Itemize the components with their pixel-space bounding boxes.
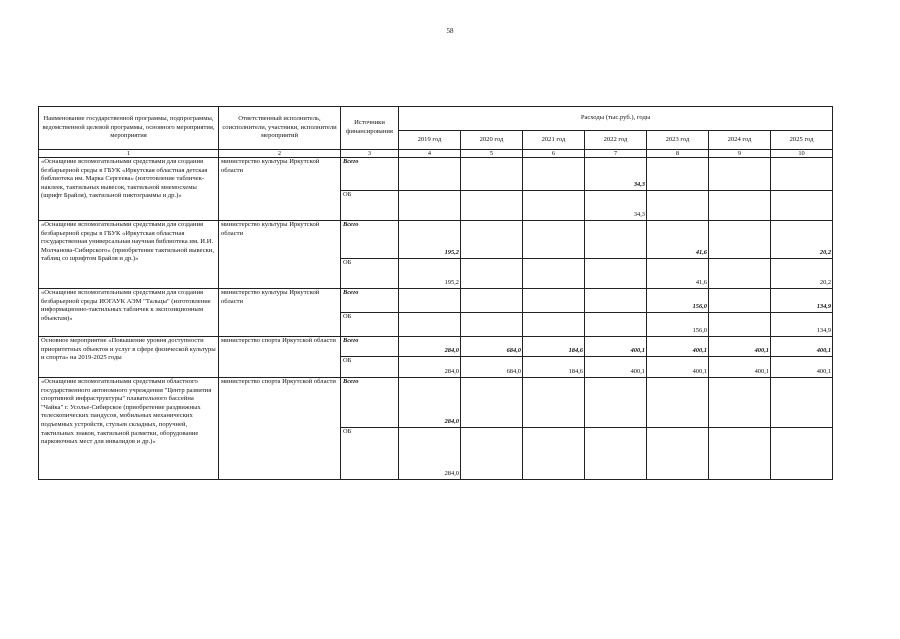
ob-value (585, 259, 647, 289)
column-number: 10 (771, 150, 833, 158)
ob-value (523, 259, 585, 289)
ob-value: 134,9 (771, 313, 833, 337)
total-value (461, 289, 523, 313)
ob-value (461, 259, 523, 289)
executor: министерство спорта Иркутской области (219, 337, 341, 378)
header-year: 2023 год (647, 131, 709, 150)
expenses-table (38, 106, 833, 480)
executor: министерство культуры Иркутской области (219, 221, 341, 289)
ob-value (709, 428, 771, 480)
header-expenses: Расходы (тыс.руб.), годы (399, 107, 833, 131)
ob-value: 400,1 (709, 357, 771, 378)
measure-name: «Оснащение вспомогательными средствами для создания безбарьерной среды ИОГАУК АЭМ "Тальцы" (изготовление информационно-тактильных табличек к экспозиционным объектам)» (39, 289, 219, 337)
total-value: 400,1 (709, 337, 771, 357)
total-value: 400,1 (771, 337, 833, 357)
ob-value (771, 191, 833, 221)
total-value (523, 158, 585, 191)
source-total-label: Всего (341, 289, 399, 313)
table-row (39, 378, 833, 428)
total-value (647, 378, 709, 428)
ob-value: 20,2 (771, 259, 833, 289)
total-value (709, 158, 771, 191)
ob-value (461, 313, 523, 337)
column-number: 4 (399, 150, 461, 158)
measure-name: «Оснащение вспомогательными средствами для создания безбарьерной среды в ГБУК «Иркутская областная детская библиотека им. Марка Сергеева» (изготовление табличек-наклеек, тактильных вывесок, тактильной мнемосхемы (шрифт Брайля), тактильной пиктограммы и др.)» (39, 158, 219, 221)
header-year: 2019 год (399, 131, 461, 150)
table-row (39, 337, 833, 357)
total-value: 400,1 (647, 337, 709, 357)
total-value (585, 289, 647, 313)
ob-value: 41,6 (647, 259, 709, 289)
column-number: 3 (341, 150, 399, 158)
executor: министерство культуры Иркутской области (219, 158, 341, 221)
total-value: 284,0 (399, 378, 461, 428)
total-value: 184,6 (523, 337, 585, 357)
source-total-label: Всего (341, 337, 399, 357)
header-year: 2020 год (461, 131, 523, 150)
header-executor: Ответственный исполнитель, соисполнители, участники, исполнители мероприятий (219, 107, 341, 150)
column-number: 1 (39, 150, 219, 158)
total-value (709, 378, 771, 428)
source-ob-label: ОБ (341, 313, 399, 337)
total-value (585, 378, 647, 428)
measure-name: «Оснащение вспомогательными средствами областного государственного автономного учреждения "Центр развития спортивной инфраструктуры" плавательного бассейна "Чайка" г. Усолье-Сибирское (приобретение раздвижных телескопических пандусов, мобильных механических подъемных устройств, стульев складных, поручней, тактильных знаков, тактильной разметки, оборудование парковочных мест для инвалидов и др.)» (39, 378, 219, 480)
executor: министерство спорта Иркутской области (219, 378, 341, 480)
ob-value: 34,3 (585, 191, 647, 221)
total-value: 156,0 (647, 289, 709, 313)
ob-value: 195,2 (399, 259, 461, 289)
column-number: 9 (709, 150, 771, 158)
ob-value (709, 259, 771, 289)
table-row (39, 221, 833, 259)
total-value (461, 378, 523, 428)
ob-value (585, 428, 647, 480)
header-source: Источники финансирования (341, 107, 399, 150)
ob-value: 684,0 (461, 357, 523, 378)
source-total-label: Всего (341, 221, 399, 259)
table-row (39, 158, 833, 191)
source-total-label: Всего (341, 158, 399, 191)
column-number: 6 (523, 150, 585, 158)
measure-name: «Оснащение вспомогательными средствами для создания безбарьерной среды в ГБУК «Иркутская областная государственная универсальная научная библиотека им. И.И. Молчанова-Сибирского» (приобретение тактильной вывески, таблиц со шрифтом Брайля и др.)» (39, 221, 219, 289)
total-value (647, 158, 709, 191)
total-value: 134,9 (771, 289, 833, 313)
ob-value: 400,1 (585, 357, 647, 378)
column-number: 8 (647, 150, 709, 158)
total-value: 284,0 (399, 337, 461, 357)
header-year: 2024 год (709, 131, 771, 150)
header-year: 2021 год (523, 131, 585, 150)
source-ob-label: ОБ (341, 428, 399, 480)
ob-value (647, 428, 709, 480)
ob-value: 400,1 (647, 357, 709, 378)
total-value: 684,0 (461, 337, 523, 357)
source-ob-label: ОБ (341, 191, 399, 221)
header-year: 2022 год (585, 131, 647, 150)
executor: министерство культуры Иркутской области (219, 289, 341, 337)
total-value (523, 221, 585, 259)
total-value (461, 158, 523, 191)
total-value (523, 378, 585, 428)
header-name: Наименование государственной программы, подпрограммы, ведомственной целевой программы, основного мероприятия, мероприятия (39, 107, 219, 150)
ob-value: 400,1 (771, 357, 833, 378)
column-number: 2 (219, 150, 341, 158)
ob-value (585, 313, 647, 337)
total-value: 41,6 (647, 221, 709, 259)
measure-name: Основное мероприятие «Повышение уровня доступности приоритетных объектов и услуг в сфере физической культуры и спорта» на 2019-2025 годы (39, 337, 219, 378)
source-ob-label: ОБ (341, 357, 399, 378)
total-value (399, 158, 461, 191)
ob-value: 184,6 (523, 357, 585, 378)
source-ob-label: ОБ (341, 259, 399, 289)
total-value (709, 221, 771, 259)
ob-value (647, 191, 709, 221)
ob-value (399, 191, 461, 221)
ob-value (523, 191, 585, 221)
total-value: 34,3 (585, 158, 647, 191)
total-value (523, 289, 585, 313)
ob-value (523, 313, 585, 337)
total-value: 400,1 (585, 337, 647, 357)
ob-value (771, 428, 833, 480)
ob-value (709, 191, 771, 221)
total-value: 20,2 (771, 221, 833, 259)
total-value (771, 158, 833, 191)
total-value (709, 289, 771, 313)
column-number: 5 (461, 150, 523, 158)
source-total-label: Всего (341, 378, 399, 428)
ob-value: 284,0 (399, 428, 461, 480)
ob-value (523, 428, 585, 480)
ob-value (461, 428, 523, 480)
total-value (461, 221, 523, 259)
header-year: 2025 год (771, 131, 833, 150)
total-value (771, 378, 833, 428)
total-value: 195,2 (399, 221, 461, 259)
ob-value (461, 191, 523, 221)
table-row (39, 289, 833, 313)
total-value (585, 221, 647, 259)
column-number: 7 (585, 150, 647, 158)
ob-value: 156,0 (647, 313, 709, 337)
ob-value (399, 313, 461, 337)
ob-value: 284,0 (399, 357, 461, 378)
total-value (399, 289, 461, 313)
ob-value (709, 313, 771, 337)
page-number: 58 (446, 27, 454, 35)
